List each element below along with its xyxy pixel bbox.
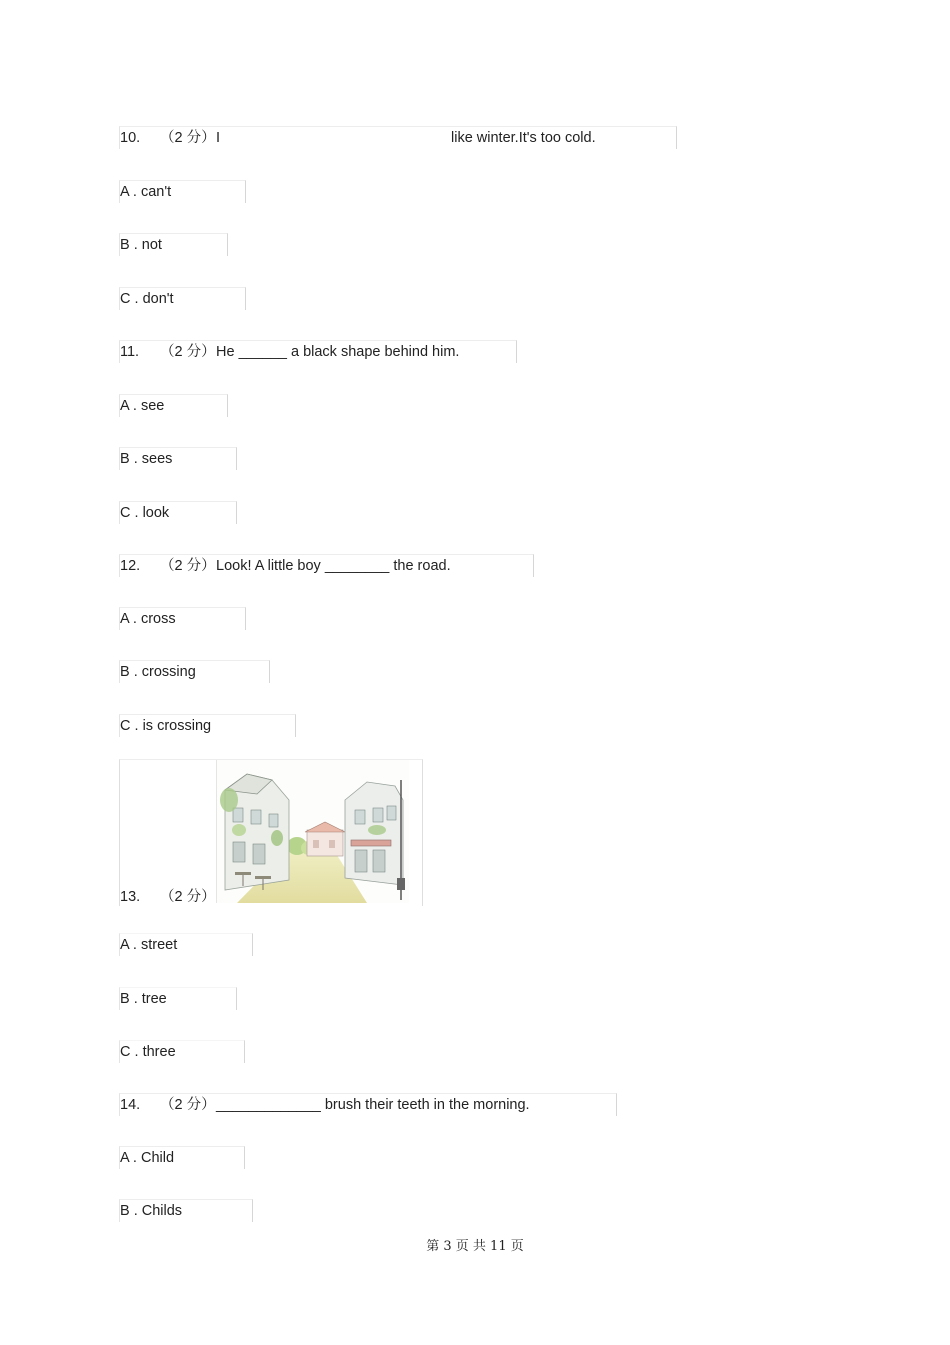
option-letter: A <box>120 184 129 200</box>
option-separator: . <box>130 505 143 521</box>
option-text: not <box>141 237 162 253</box>
question-14-stem <box>119 1093 617 1116</box>
option-separator: . <box>130 1044 143 1060</box>
question-10-stem <box>119 126 677 149</box>
question-stem-start: I <box>216 130 221 146</box>
question-12-option-a[interactable] <box>119 607 246 630</box>
option-letter: A <box>120 1150 129 1166</box>
option-letter: A <box>120 611 129 627</box>
question-10-option-b[interactable] <box>119 233 228 256</box>
question-10-option-a[interactable] <box>119 180 246 203</box>
option-separator: . <box>129 991 142 1007</box>
question-12-option-b[interactable] <box>119 660 270 683</box>
option-letter: C <box>120 291 131 307</box>
question-14-option-b[interactable] <box>119 1199 253 1222</box>
option-letter: A <box>120 937 129 953</box>
question-number: 12. <box>120 558 141 574</box>
question-score: （2 分） <box>160 558 216 574</box>
option-text: look <box>142 505 170 521</box>
question-stem-end: like winter.It's too cold. <box>451 130 596 146</box>
question-14-option-a[interactable] <box>119 1146 245 1169</box>
option-separator: . <box>130 291 143 307</box>
option-letter: A <box>120 398 129 414</box>
option-separator: . <box>128 1150 141 1166</box>
option-separator: . <box>128 611 141 627</box>
option-letter: B <box>120 451 130 467</box>
question-score: （2 分） <box>160 130 216 146</box>
option-text: sees <box>141 451 173 467</box>
option-text: three <box>142 1044 176 1060</box>
question-13-label <box>120 888 216 906</box>
option-separator: . <box>130 718 143 734</box>
option-separator: . <box>128 184 141 200</box>
question-number: 11. <box>120 344 140 360</box>
option-text: can't <box>140 184 172 200</box>
question-stem: He ______ a black shape behind him. <box>216 344 460 360</box>
option-letter: B <box>120 991 130 1007</box>
option-text: Child <box>140 1150 175 1166</box>
question-11-stem <box>119 340 517 363</box>
question-13-stem <box>119 759 423 906</box>
question-number: 14. <box>120 1097 141 1113</box>
option-text: don't <box>142 291 174 307</box>
option-text: tree <box>141 991 167 1007</box>
question-score: （2 分） <box>160 344 216 360</box>
question-11-option-b[interactable] <box>119 447 237 470</box>
option-separator: . <box>129 664 142 680</box>
question-11-option-c[interactable] <box>119 501 237 524</box>
question-11-option-a[interactable] <box>119 394 228 417</box>
question-stem: _____________ brush their teeth in the morning. <box>216 1097 530 1113</box>
question-number: 13. <box>120 889 141 905</box>
option-letter: C <box>120 718 131 734</box>
option-separator: . <box>129 237 142 253</box>
option-separator: . <box>128 937 141 953</box>
question-13-option-b[interactable] <box>119 987 237 1010</box>
option-letter: B <box>120 1203 130 1219</box>
option-text: is crossing <box>142 718 212 734</box>
question-stem: Look! A little boy ________ the road. <box>216 558 451 574</box>
option-separator: . <box>128 398 141 414</box>
option-separator: . <box>129 451 142 467</box>
option-text: cross <box>140 611 176 627</box>
question-10-option-c[interactable] <box>119 287 246 310</box>
option-letter: C <box>120 1044 131 1060</box>
question-number: 10. <box>120 130 141 146</box>
question-13-option-c[interactable] <box>119 1040 245 1063</box>
option-letter: C <box>120 505 131 521</box>
option-letter: B <box>120 664 130 680</box>
option-text: Childs <box>141 1203 183 1219</box>
question-12-option-c[interactable] <box>119 714 296 737</box>
question-13-option-a[interactable] <box>119 933 253 956</box>
option-letter: B <box>120 237 130 253</box>
option-text: street <box>140 937 178 953</box>
street-scene-picture <box>216 760 409 903</box>
question-score: （2 分） <box>160 889 216 905</box>
question-score: （2 分） <box>160 1097 216 1113</box>
option-text: see <box>140 398 165 414</box>
option-separator: . <box>129 1203 142 1219</box>
page-footer: 第 3 页 共 11 页 <box>426 1239 524 1254</box>
question-12-stem <box>119 554 534 577</box>
option-text: crossing <box>141 664 196 680</box>
